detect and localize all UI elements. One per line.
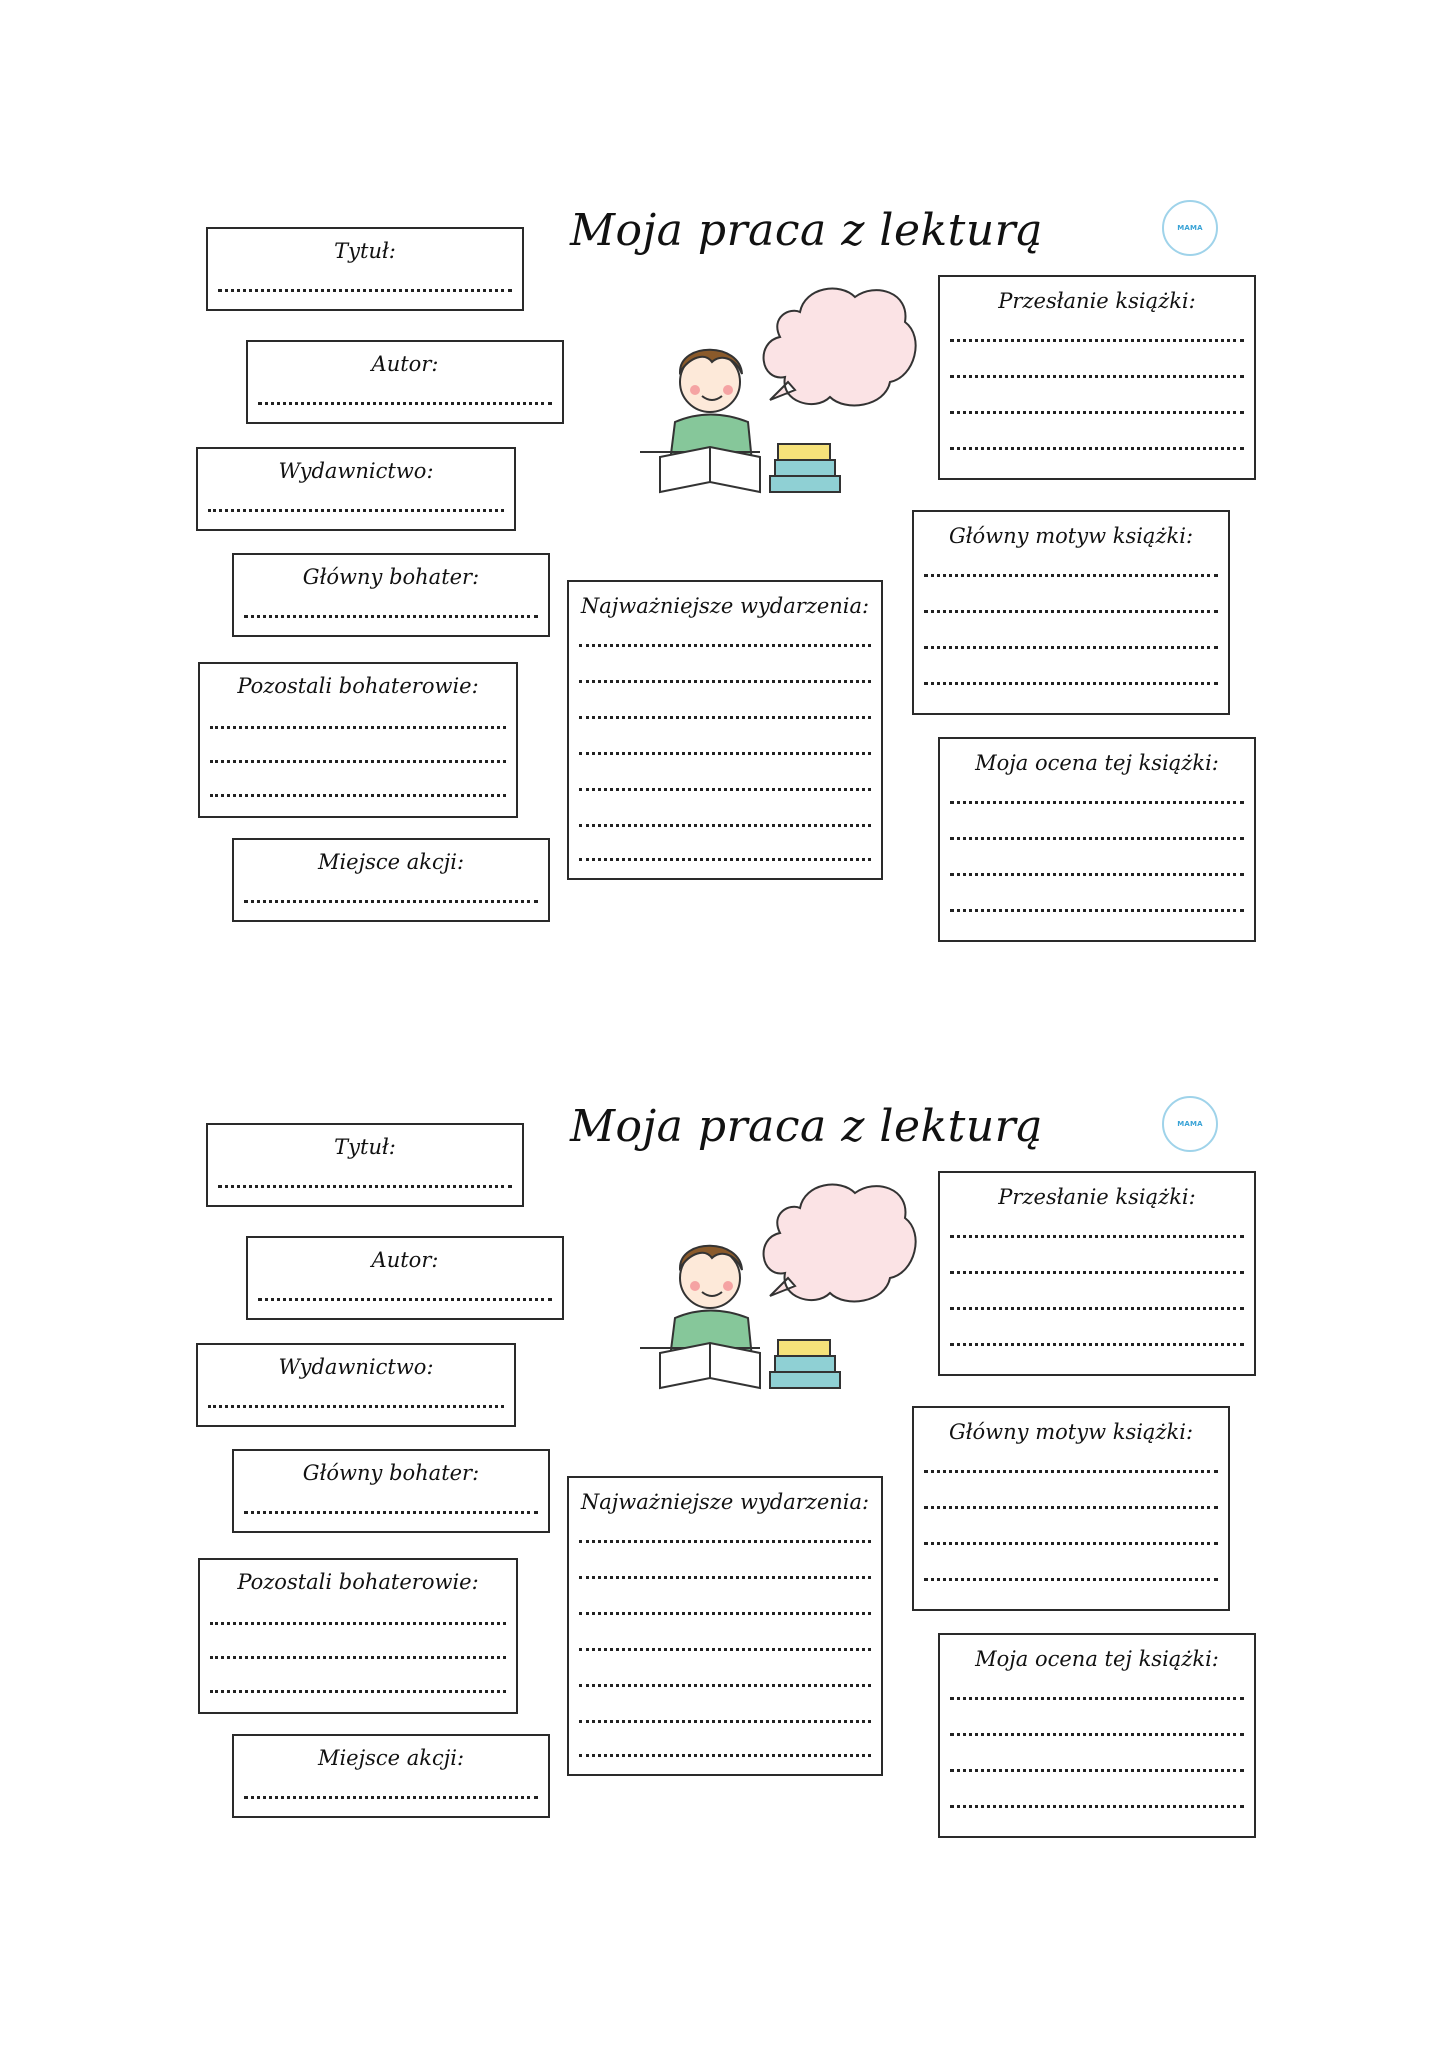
answer-line[interactable] [208, 1405, 504, 1408]
field-setting-label: Miejsce akcji: [317, 850, 465, 874]
answer-line[interactable] [950, 1343, 1244, 1346]
field-publisher[interactable] [196, 447, 516, 531]
boy-reading-illustration [640, 1178, 920, 1418]
field-message-label: Przesłanie książki: [998, 1185, 1196, 1209]
field-author-label: Autor: [371, 352, 439, 376]
field-message-label: Przesłanie książki: [998, 289, 1196, 313]
worksheet-1 [0, 0, 1447, 900]
field-other-heroes[interactable] [198, 1558, 518, 1714]
worksheet-title: Moja praca z lekturą [570, 1101, 1043, 1152]
speech-bubble-icon [764, 289, 916, 406]
field-key-events[interactable] [567, 580, 883, 880]
field-key-events-label: Najważniejsze wydarzenia: [580, 1490, 870, 1514]
answer-line[interactable] [210, 1656, 506, 1659]
answer-line[interactable] [579, 1720, 871, 1723]
field-message[interactable] [938, 1171, 1256, 1376]
answer-line[interactable] [924, 1506, 1218, 1509]
answer-line[interactable] [210, 726, 506, 729]
answer-line[interactable] [950, 447, 1244, 450]
book-stack-icon [775, 1356, 835, 1372]
field-other-heroes[interactable] [198, 662, 518, 818]
answer-line[interactable] [579, 644, 871, 647]
answer-line[interactable] [218, 289, 512, 292]
field-title[interactable] [206, 227, 524, 311]
boy-reading-illustration [640, 282, 920, 522]
answer-line[interactable] [579, 824, 871, 827]
field-rating[interactable] [938, 1633, 1256, 1838]
answer-line[interactable] [579, 1684, 871, 1687]
answer-line[interactable] [579, 1576, 871, 1579]
field-author[interactable] [246, 340, 564, 424]
answer-line[interactable] [924, 682, 1218, 685]
answer-line[interactable] [924, 1578, 1218, 1581]
worksheet-title: Moja praca z lekturą [570, 205, 1043, 256]
field-rating-label: Moja ocena tej książki: [975, 751, 1219, 775]
answer-line[interactable] [950, 1271, 1244, 1274]
answer-line[interactable] [210, 794, 506, 797]
answer-line[interactable] [210, 1622, 506, 1625]
answer-line[interactable] [950, 1805, 1244, 1808]
answer-line[interactable] [210, 760, 506, 763]
field-title-label: Tytuł: [334, 239, 396, 263]
field-rating-label: Moja ocena tej książki: [975, 1647, 1219, 1671]
field-message[interactable] [938, 275, 1256, 480]
answer-line[interactable] [950, 1235, 1244, 1238]
answer-line[interactable] [924, 1470, 1218, 1473]
answer-line[interactable] [579, 680, 871, 683]
field-other-heroes-label: Pozostali bohaterowie: [237, 674, 479, 698]
field-main-hero-label: Główny bohater: [302, 1461, 480, 1485]
field-publisher-label: Wydawnictwo: [278, 1355, 434, 1379]
field-main-hero[interactable] [232, 553, 550, 637]
field-title[interactable] [206, 1123, 524, 1207]
field-author[interactable] [246, 1236, 564, 1320]
answer-line[interactable] [218, 1185, 512, 1188]
field-main-hero-label: Główny bohater: [302, 565, 480, 589]
field-main-motif[interactable] [912, 510, 1230, 715]
answer-line[interactable] [924, 1542, 1218, 1545]
answer-line[interactable] [244, 1796, 538, 1799]
answer-line[interactable] [950, 411, 1244, 414]
answer-line[interactable] [579, 858, 871, 861]
answer-line[interactable] [950, 375, 1244, 378]
answer-line[interactable] [579, 788, 871, 791]
answer-line[interactable] [950, 1733, 1244, 1736]
answer-line[interactable] [258, 402, 552, 405]
answer-line[interactable] [579, 716, 871, 719]
book-stack-icon [775, 460, 835, 476]
answer-line[interactable] [950, 1307, 1244, 1310]
field-main-hero[interactable] [232, 1449, 550, 1533]
field-setting-label: Miejsce akcji: [317, 1746, 465, 1770]
field-key-events-label: Najważniejsze wydarzenia: [580, 594, 870, 618]
speech-bubble-icon [764, 1185, 916, 1302]
field-other-heroes-label: Pozostali bohaterowie: [237, 1570, 479, 1594]
answer-line[interactable] [579, 752, 871, 755]
answer-line[interactable] [924, 610, 1218, 613]
answer-line[interactable] [579, 1540, 871, 1543]
field-main-motif[interactable] [912, 1406, 1230, 1611]
answer-line[interactable] [950, 1769, 1244, 1772]
field-title-label: Tytuł: [334, 1135, 396, 1159]
field-setting[interactable] [232, 1734, 550, 1818]
answer-line[interactable] [579, 1612, 871, 1615]
field-main-motif-label: Główny motyw książki: [948, 1420, 1194, 1444]
field-main-motif-label: Główny motyw książki: [948, 524, 1194, 548]
worksheet-2 [0, 896, 1447, 1796]
answer-line[interactable] [924, 646, 1218, 649]
answer-line[interactable] [258, 1298, 552, 1301]
answer-line[interactable] [244, 615, 538, 618]
answer-line[interactable] [210, 1690, 506, 1693]
answer-line[interactable] [924, 574, 1218, 577]
field-author-label: Autor: [371, 1248, 439, 1272]
answer-line[interactable] [950, 1697, 1244, 1700]
field-key-events[interactable] [567, 1476, 883, 1776]
answer-line[interactable] [950, 339, 1244, 342]
answer-line[interactable] [244, 1511, 538, 1514]
answer-line[interactable] [208, 509, 504, 512]
publisher-logo: MAMA [1162, 1096, 1218, 1152]
answer-line[interactable] [950, 801, 1244, 804]
answer-line[interactable] [950, 873, 1244, 876]
answer-line[interactable] [579, 1648, 871, 1651]
answer-line[interactable] [950, 837, 1244, 840]
answer-line[interactable] [579, 1754, 871, 1757]
publisher-logo: MAMA [1162, 200, 1218, 256]
field-publisher-label: Wydawnictwo: [278, 459, 434, 483]
field-publisher[interactable] [196, 1343, 516, 1427]
